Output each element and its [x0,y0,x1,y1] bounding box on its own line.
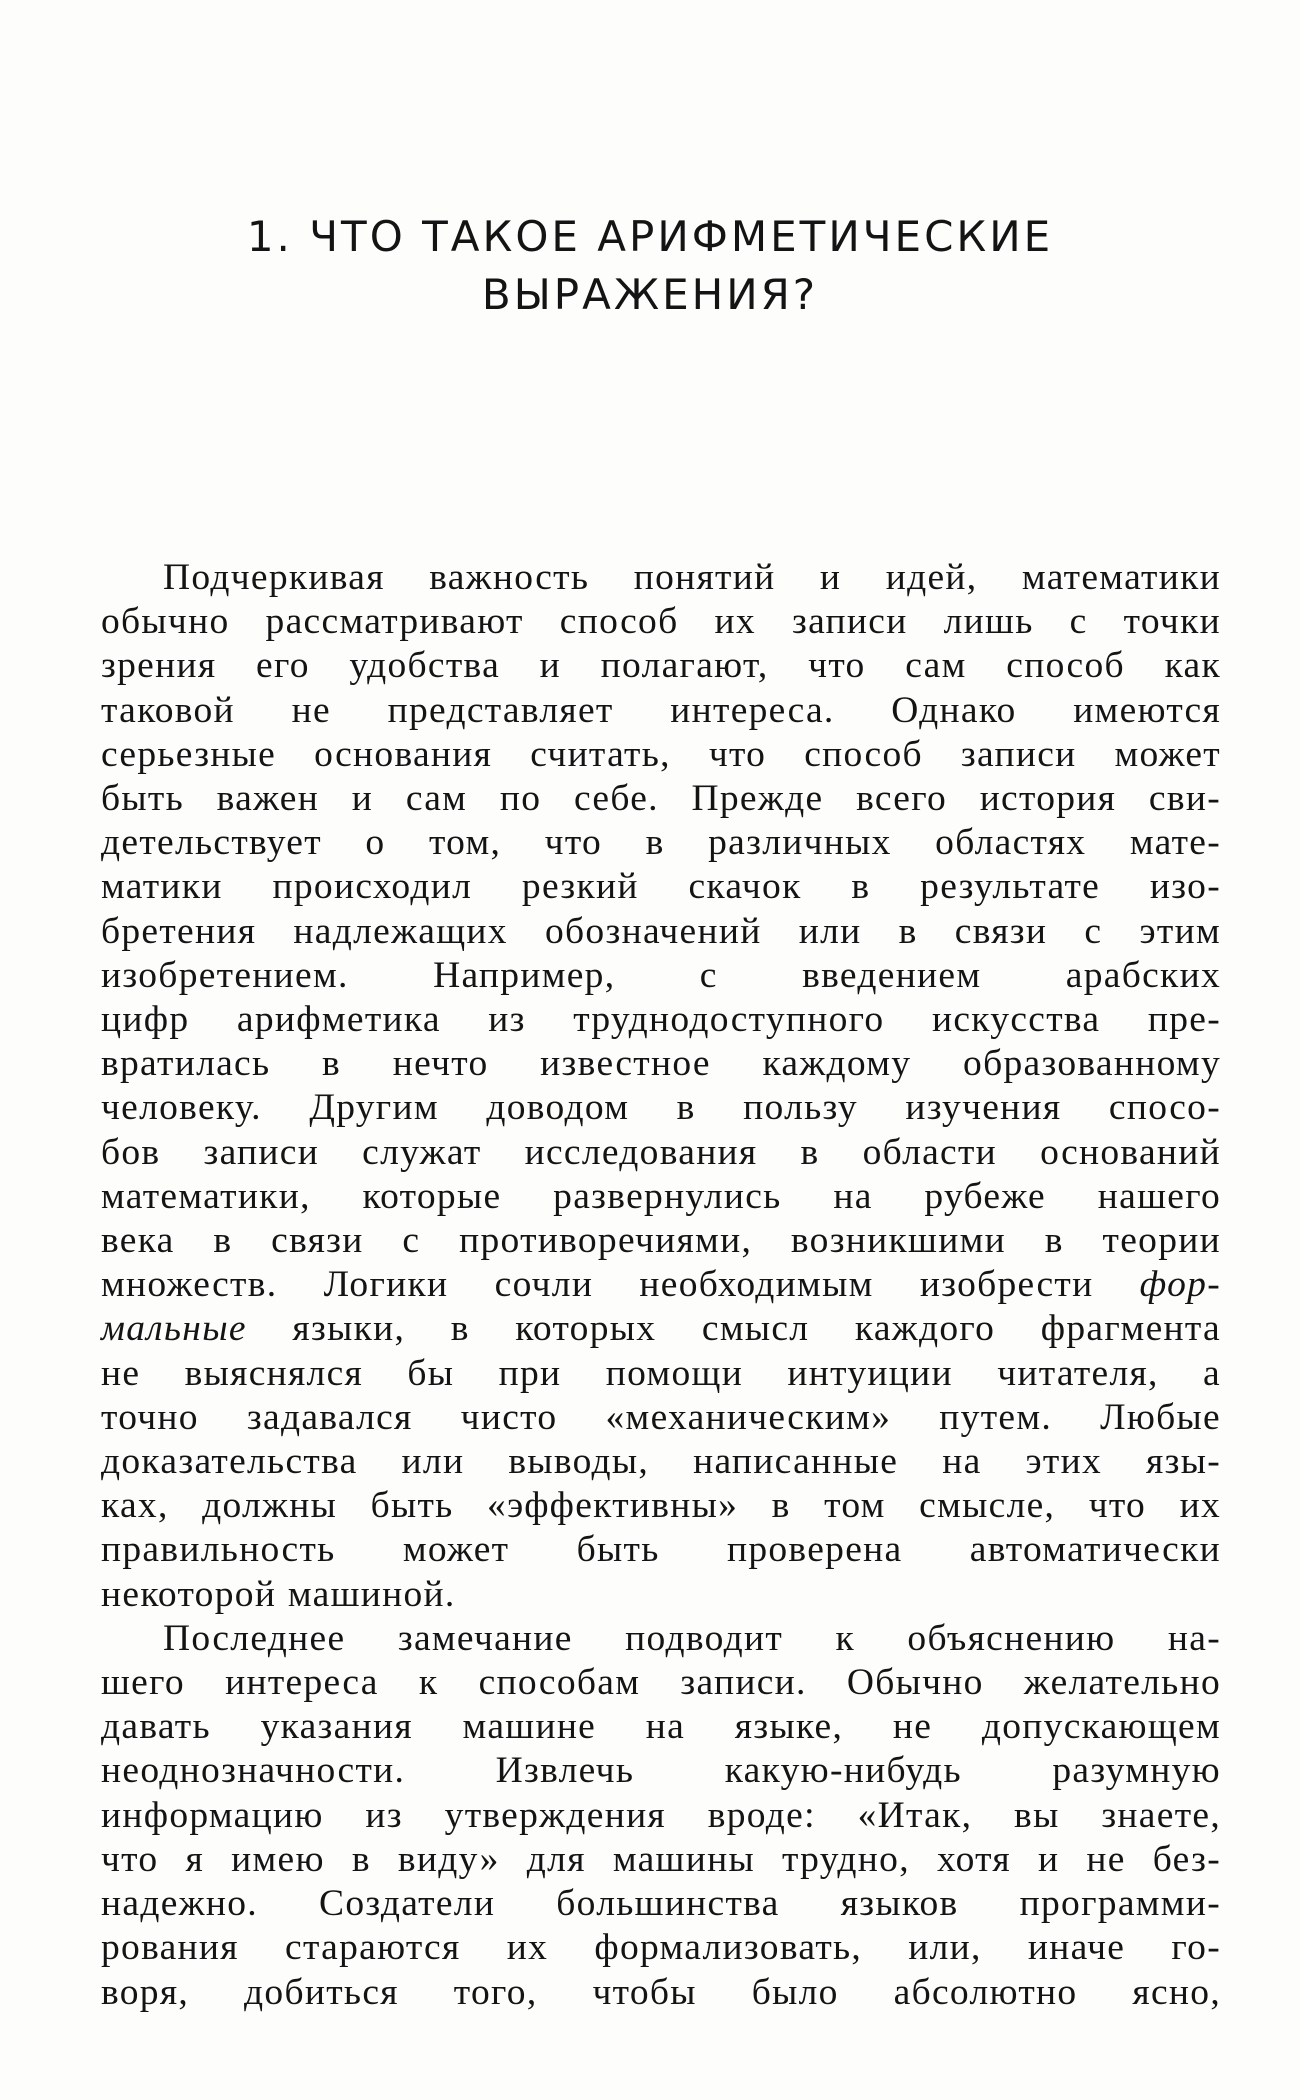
text-line: обычно рассматривают способ их записи лишь с точки [101,601,1221,643]
text-line: некоторой машиной. [101,1573,456,1615]
text-line: шего интереса к способам записи. Обычно желательно [101,1662,1221,1704]
text-line-with-italic [101,1307,1221,1351]
paragraph-2 [101,1617,1221,2015]
text-line: давать указания машине на языке, не допускающем [101,1706,1221,1748]
text-line: серьезные основания считать, что способ записи может [101,733,1221,775]
text-line: информацию из утверждения вроде: «Итак, вы знаете, [101,1794,1221,1836]
text-line: изобретением. Например, с введением арабских [101,954,1221,996]
text-line: быть важен и сам по себе. Прежде всего история сви- [101,778,1221,820]
text-line: вратилась в нечто известное каждому образованному [101,1043,1221,1085]
text-fragment: множеств. Логики сочли необходимым изобрести [101,1264,1094,1306]
paragraph-1 [101,556,1221,1617]
text-line: бретения надлежащих обозначений или в связи с этим [101,910,1221,952]
chapter-title [150,208,1150,324]
text-line: бов записи служат исследования в области оснований [101,1131,1221,1173]
text-line-with-italic [101,1263,1221,1307]
text-line: неоднозначности. Извлечь какую-нибудь разумную [101,1750,1221,1792]
text-line: зрения его удобства и полагают, что сам способ как [101,645,1221,687]
text-line: точно задавался чисто «механическим» путем. Любые [101,1396,1221,1438]
text-line: Подчеркивая важность понятий и идей, математики [163,557,1221,598]
text-line: не выяснялся бы при помощи интуиции читателя, а [101,1352,1221,1394]
text-line: что я имею в виду» для машины трудно, хотя и не без- [101,1838,1221,1880]
text-line: доказательства или выводы, написанные на этих язы- [101,1441,1221,1483]
chapter-title-line-2: ВЫРАЖЕНИЯ? [481,270,819,319]
text-line: матики происходил резкий скачок в результате изо- [101,866,1221,908]
chapter-title-line-1: 1. ЧТО ТАКОЕ АРИФМЕТИЧЕСКИЕ [246,212,1054,261]
text-fragment: языки, в которых смысл каждого фрагмента [292,1308,1221,1350]
text-line: детельствует о том, что в различных областях мате- [101,822,1221,864]
text-line: человеку. Другим доводом в пользу изучения спосо- [101,1087,1221,1129]
text-line: ках, должны быть «эффективны» в том смысле, что их [101,1485,1221,1527]
text-line: века в связи с противоречиями, возникшими в теории [101,1220,1221,1262]
text-line: математики, которые развернулись на рубеже нашего [101,1175,1221,1217]
text-line: рования стараются их формализовать, или, иначе го- [101,1927,1221,1969]
text-line: цифр арифметика из труднодоступного искусства пре- [101,999,1221,1041]
text-line: Последнее замечание подводит к объяснению на- [163,1617,1221,1659]
text-line: правильность может быть проверена автоматически [101,1529,1221,1571]
text-line: воря, добиться того, чтобы было абсолютно ясно, [101,1971,1221,2013]
text-line: таковой не представляет интереса. Однако имеются [101,689,1221,731]
italic-term-part-1: фор- [1139,1264,1221,1306]
text-line: надежно. Создатели большинства языков программи- [101,1883,1221,1925]
chapter-body [101,556,1221,2015]
italic-term-part-2: мальные [101,1308,247,1350]
